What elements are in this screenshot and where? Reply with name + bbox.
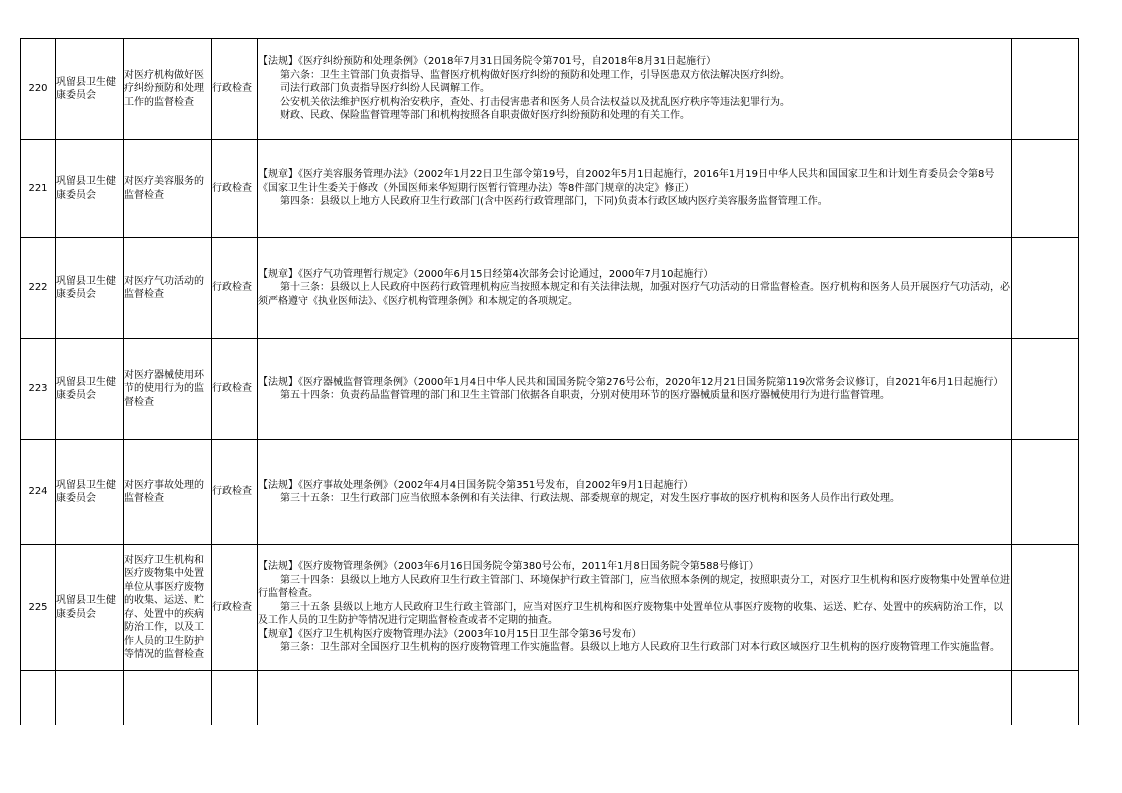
legal-basis-cell	[258, 545, 1012, 671]
department-cell: 巩留县卫生健康委员会	[56, 440, 124, 545]
row-number: 224	[21, 440, 56, 545]
row-number: 223	[21, 339, 56, 440]
article-text: 第三十四条：县级以上地方人民政府卫生行政主管部门、环境保护行政主管部门，应当依照本条例的规定，按照职责分工，对医疗卫生机构和医疗废物集中处置单位进行监督检查。	[258, 574, 1010, 600]
legal-basis-cell	[258, 440, 1012, 545]
law-title	[258, 168, 1011, 195]
legal-basis-cell	[258, 238, 1012, 339]
law-tag: 【法规】	[258, 376, 298, 388]
empty-cell	[1012, 671, 1079, 725]
table-row	[21, 39, 1079, 140]
remarks-cell	[1012, 238, 1079, 339]
article-text: 第三条：卫生部对全国医疗卫生机构的医疗废物管理工作实施监督。县级以上地方人民政府卫生行政部门对本行政区域医疗卫生机构的医疗废物管理工作实施监督。	[280, 642, 1000, 654]
department-cell: 巩留县卫生健康委员会	[56, 545, 124, 671]
article-text: 第十三条：县级以上人民政府中医药行政管理机构应当按照本规定和有关法律法规，加强对医疗气功活动的日常监督检查。医疗机构和医务人员开展医疗气功活动，必须严格遵守《执业医师法》、《医疗机构管理条例》和本规定的各项规定。	[258, 282, 1010, 307]
remarks-cell	[1012, 39, 1079, 140]
item-cell	[124, 339, 212, 440]
table-row	[21, 339, 1079, 440]
empty-cell	[258, 671, 1012, 725]
type-cell: 行政检查	[212, 339, 258, 440]
item-cell	[124, 140, 212, 238]
law-title	[258, 268, 1011, 282]
type-cell: 行政检查	[212, 238, 258, 339]
empty-cell	[124, 671, 212, 725]
law-name: 《医疗卫生机构医疗废物管理办法》（2003年10月15日卫生部令第36号发布）	[298, 628, 642, 640]
item-text: 对医疗美容服务的监督检查	[124, 176, 204, 201]
law-title	[258, 479, 1011, 493]
remarks-cell	[1012, 140, 1079, 238]
item-cell	[124, 39, 212, 140]
remarks-cell	[1012, 339, 1079, 440]
item-cell	[124, 545, 212, 671]
row-number: 222	[21, 238, 56, 339]
law-name: 《医疗事故处理条例》（2002年4月4日国务院令第351号发布，自2002年9月1日起施行）	[298, 479, 694, 491]
article-text: 第三十五条：卫生行政部门应当依照本条例和有关法律、行政法规、部委规章的规定，对发生医疗事故的医疗机构和医务人员作出行政处理。	[280, 493, 900, 504]
item-cell	[124, 440, 212, 545]
table-row	[21, 238, 1079, 339]
law-tag: 【规章】	[258, 169, 298, 181]
row-number: 225	[21, 545, 56, 671]
type-cell: 行政检查	[212, 440, 258, 545]
law-name: 《医疗废物管理条例》（2003年6月16日国务院令第380号公布，2011年1月8日国务院令第588号修订）	[298, 561, 759, 573]
type-cell: 行政检查	[212, 545, 258, 671]
item-text: 对医疗机构做好医疗纠纷预防和处理工作的监督检查	[124, 69, 204, 108]
legal-basis-cell	[258, 140, 1012, 238]
row-number: 221	[21, 140, 56, 238]
law-name: 《医疗美容服务管理办法》（2002年1月22日卫生部令第19号，自2002年5月1日起施行，2016年1月19日中华人民共和国国家卫生和计划生育委员会令第8号《国家卫生计生委关于修改（外国医师来华短期行医暂行管理办法）等8件部门规章的决定》修正）	[258, 169, 995, 194]
law-title	[258, 55, 1011, 69]
article-text: 第四条：县级以上地方人民政府卫生行政部门(含中医药行政管理部门，下同)负责本行政区域内医疗美容服务监督管理工作。	[280, 196, 828, 208]
law-title	[258, 628, 1011, 642]
item-cell	[124, 238, 212, 339]
item-text: 对医疗器械使用环节的使用行为的监督检查	[124, 369, 204, 408]
law-tag: 【规章】	[258, 628, 298, 640]
department-cell: 巩留县卫生健康委员会	[56, 140, 124, 238]
empty-cell	[212, 671, 258, 725]
department-cell: 巩留县卫生健康委员会	[56, 339, 124, 440]
article-text: 司法行政部门负责指导医疗纠纷人民调解工作。	[280, 83, 490, 95]
article-text: 第三十五条 县级以上地方人民政府卫生行政主管部门，应当对医疗卫生机构和医疗废物集中处置单位从事医疗废物的收集、运送、贮存、处置中的疾病防治工作，以及工作人员的卫生防护等情况进行定期监督检查或者不定期的抽查。	[258, 601, 1004, 627]
legal-basis-cell	[258, 39, 1012, 140]
law-title	[258, 560, 1011, 574]
empty-cell	[21, 671, 56, 725]
law-tag: 【法规】	[258, 561, 298, 573]
type-cell: 行政检查	[212, 140, 258, 238]
article-text: 公安机关依法维护医疗机构治安秩序，查处、打击侵害患者和医务人员合法权益以及扰乱医疗秩序等违法犯罪行为。	[280, 96, 790, 108]
law-tag: 【法规】	[258, 479, 298, 491]
law-tag: 【规章】	[258, 268, 298, 280]
law-name: 《医疗纠纷预防和处理条例》（2018年7月31日国务院令第701号，自2018年8月31日起施行）	[298, 56, 717, 68]
enforcement-table	[20, 38, 1079, 725]
remarks-cell	[1012, 440, 1079, 545]
item-text: 对医疗事故处理的监督检查	[124, 479, 204, 504]
law-title	[258, 376, 1011, 390]
type-cell: 行政检查	[212, 39, 258, 140]
table-row-empty	[21, 671, 1079, 725]
empty-cell	[56, 671, 124, 725]
table-row	[21, 440, 1079, 545]
article-text: 第六条：卫生主管部门负责指导、监督医疗机构做好医疗纠纷的预防和处理工作，引导医患双方依法解决医疗纠纷。	[280, 69, 790, 81]
law-tag: 【法规】	[258, 56, 298, 68]
table-row	[21, 545, 1079, 671]
table-row	[21, 140, 1079, 238]
row-number: 220	[21, 39, 56, 140]
law-name: 《医疗气功管理暂行规定》（2000年6月15日经第4次部务会讨论通过，2000年7月10起施行）	[298, 268, 714, 280]
law-name: 《医疗器械监督管理条例》（2000年1月4日中华人民共和国国务院令第276号公布，2020年12月21日国务院第119次常务会议修订，自2021年6月1日起施行）	[298, 376, 1004, 388]
article-text: 财政、民政、保险监督管理等部门和机构按照各自职责做好医疗纠纷预防和处理的有关工作。	[280, 110, 690, 122]
article-text: 第五十四条：负责药品监督管理的部门和卫生主管部门依据各自职责，分别对使用环节的医疗器械质量和医疗器械使用行为进行监督管理。	[280, 390, 890, 401]
item-text: 对医疗气功活动的监督检查	[124, 275, 204, 300]
table-body	[21, 39, 1079, 725]
item-text: 对医疗卫生机构和医疗废物集中处置单位从事医疗废物的收集、运送、贮存、处置中的疾病防治工作，以及工作人员的卫生防护等情况的监督检查	[124, 554, 204, 660]
legal-basis-cell	[258, 339, 1012, 440]
department-cell: 巩留县卫生健康委员会	[56, 39, 124, 140]
remarks-cell	[1012, 545, 1079, 671]
department-cell: 巩留县卫生健康委员会	[56, 238, 124, 339]
